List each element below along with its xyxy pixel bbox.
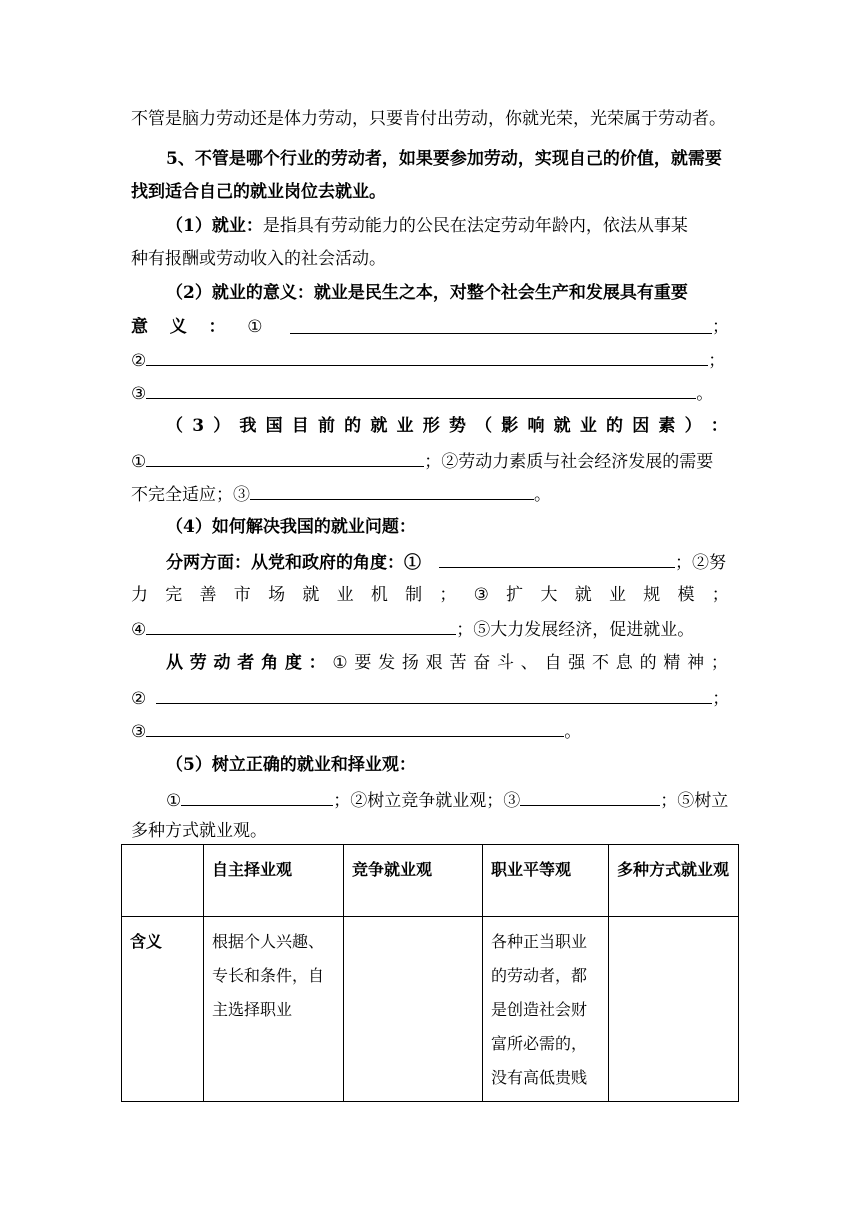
- employment-situation-heading: [166, 415, 728, 437]
- fill-blank[interactable]: [146, 719, 564, 737]
- text-char: 模: [677, 585, 695, 605]
- point-5-heading: 5、不管是哪个行业的劳动者，如果要参加劳动，实现自己的价值，就需要: [166, 149, 722, 169]
- fill-blank[interactable]: [146, 348, 708, 366]
- period: 。: [534, 485, 551, 505]
- heading-char: 国: [265, 416, 283, 436]
- fill-blank[interactable]: [250, 482, 534, 500]
- text-char: 就: [302, 585, 320, 605]
- heading-char: ）: [684, 416, 702, 436]
- text-char: 者: [237, 653, 255, 673]
- fill-blank[interactable]: [146, 381, 696, 399]
- correct-view-heading: （5）树立正确的就业和择业观：: [166, 755, 416, 775]
- circled-4: ④: [131, 620, 147, 640]
- lead-char: ①: [247, 317, 263, 337]
- correct-view-line-2: 多种方式就业观。: [131, 821, 267, 841]
- heading-char: 的: [344, 416, 362, 436]
- significance-blank-3-line: [131, 381, 713, 403]
- text-char: 大: [540, 585, 558, 605]
- text-char: 市: [233, 585, 251, 605]
- heading-char: 影: [501, 416, 519, 436]
- heading-char: 前: [317, 416, 335, 436]
- text-char: 机: [370, 585, 388, 605]
- text-char: 力: [131, 585, 148, 605]
- text-char: ；: [439, 585, 457, 605]
- government-angle-line-2: [131, 584, 729, 606]
- lead-char: 义: [169, 317, 187, 337]
- text-char: 动: [213, 653, 231, 673]
- heading-char: 势: [448, 416, 466, 436]
- multiple-view-item: ；⑤树立: [660, 791, 729, 811]
- circled-2: ②: [131, 351, 147, 371]
- government-item-2: ；②努: [675, 553, 726, 573]
- heading-char: 业: [579, 416, 597, 436]
- employment-definition: [166, 215, 688, 237]
- table-row-label: 含义: [122, 917, 204, 1102]
- employment-views-table: [121, 844, 739, 1102]
- table-cell: [609, 917, 739, 1102]
- situation-line-1: [131, 449, 713, 471]
- text-char: ③: [473, 585, 489, 605]
- heading-char: （: [166, 416, 183, 436]
- fill-blank[interactable]: [520, 788, 660, 806]
- government-angle-line-3: [131, 617, 694, 639]
- heading-char: （: [475, 416, 493, 436]
- heading-char: 业: [396, 416, 414, 436]
- heading-char: 3: [192, 416, 205, 436]
- table-cell: [344, 917, 483, 1102]
- table-cell: 根据个人兴趣、专长和条件，自主选择职业: [204, 917, 344, 1102]
- text-char: ；: [711, 585, 729, 605]
- government-item-5: ；⑤大力发展经济，促进就业。: [456, 620, 695, 640]
- heading-char: 我: [239, 416, 257, 436]
- text-char: 度: [284, 653, 302, 673]
- heading-char: ：: [710, 416, 728, 436]
- heading-char: 素: [658, 416, 676, 436]
- semicolon: ；: [712, 689, 730, 709]
- employment-label: （1）就业：: [166, 216, 263, 236]
- heading-char: 形: [422, 416, 440, 436]
- worker-angle-line: [166, 652, 728, 674]
- semicolon: ；: [712, 317, 729, 337]
- text-char: 从: [166, 653, 183, 673]
- lead-char: ：: [208, 317, 226, 337]
- lead-char: 意: [131, 317, 148, 337]
- circled-3: ③: [131, 722, 147, 742]
- text-char: 不: [592, 653, 610, 673]
- fill-blank[interactable]: [290, 316, 712, 334]
- text-char: 强: [568, 653, 586, 673]
- text-char: 自: [544, 653, 562, 673]
- fill-blank[interactable]: [146, 617, 456, 635]
- text-char: 息: [615, 653, 633, 673]
- paragraph-labor-honor: 不管是脑力劳动还是体力劳动，只要肯付出劳动，你就光荣，光荣属于劳动者。: [131, 109, 726, 129]
- text-char: 业: [336, 585, 354, 605]
- situation-factor-2-cont: 不完全适应；③: [131, 485, 250, 505]
- text-char: 扬: [401, 653, 419, 673]
- circled-3: ③: [131, 384, 147, 404]
- text-char: 苦: [449, 653, 467, 673]
- fill-blank[interactable]: [439, 550, 675, 568]
- government-angle-line: [166, 550, 726, 572]
- circled-1: ①: [131, 452, 147, 472]
- table-header-row: [122, 845, 739, 917]
- period: 。: [564, 722, 582, 742]
- text-char: 精: [663, 653, 681, 673]
- text-char: 神: [687, 653, 705, 673]
- text-char: 扩: [506, 585, 524, 605]
- fill-blank[interactable]: [156, 686, 712, 704]
- text-char: ；: [710, 653, 728, 673]
- text-char: 发: [378, 653, 396, 673]
- text-char: 规: [643, 585, 661, 605]
- correct-view-line: [166, 788, 728, 810]
- text-char: ：: [308, 653, 326, 673]
- text-char: 就: [574, 585, 592, 605]
- text-char: 、: [520, 653, 538, 673]
- circled-1: ①: [166, 791, 182, 811]
- worker-blank-3-line: [131, 719, 581, 741]
- text-char: 业: [608, 585, 626, 605]
- heading-char: 目: [291, 416, 309, 436]
- semicolon: ；: [708, 351, 726, 371]
- situation-line-2: [131, 482, 551, 504]
- table-row: [122, 917, 739, 1102]
- employment-definition-text: 是指具有劳动能力的公民在法定劳动年龄内，依法从事某: [262, 216, 688, 236]
- worker-blank-2-line: [131, 686, 729, 708]
- text-char: 完: [165, 585, 183, 605]
- table-cell: 各种正当职业的劳动者，都是创造社会财富所必需的，没有高低贵贱: [483, 917, 609, 1102]
- text-char: 的: [639, 653, 657, 673]
- heading-char: 就: [553, 416, 571, 436]
- heading-char: 就: [370, 416, 388, 436]
- text-char: 奋: [473, 653, 491, 673]
- fill-blank[interactable]: [181, 788, 333, 806]
- text-char: 要: [354, 653, 372, 673]
- situation-factor-2: ；②劳动力素质与社会经济发展的需要: [424, 452, 714, 472]
- significance-blank-2-line: [131, 348, 725, 370]
- competitive-view-item: ；②树立竞争就业观；③: [333, 791, 521, 811]
- period: 。: [696, 384, 714, 404]
- text-char: 善: [199, 585, 217, 605]
- text-char: ①: [332, 653, 348, 673]
- table-header-cell: [122, 845, 204, 917]
- heading-char: 响: [527, 416, 545, 436]
- table-header-cell: 竞争就业观: [344, 845, 483, 917]
- table-header-cell: 职业平等观: [483, 845, 609, 917]
- text-char: 艰: [425, 653, 443, 673]
- fill-blank[interactable]: [146, 449, 424, 467]
- government-angle-label: 分两方面：从党和政府的角度：①: [166, 553, 421, 573]
- heading-char: 的: [606, 416, 624, 436]
- significance-blank-1-line: [131, 316, 729, 338]
- solve-employment-heading: （4）如何解决我国的就业问题：: [166, 517, 416, 537]
- employment-significance-heading: （2）就业的意义：就业是民生之本，对整个社会生产和发展具有重要: [166, 283, 688, 303]
- circled-2: ②: [131, 689, 147, 709]
- point-5-heading-cont: 找到适合自己的就业岗位去就业。: [131, 182, 386, 202]
- heading-char: 因: [632, 416, 650, 436]
- table-header-cell: 多种方式就业观: [609, 845, 739, 917]
- table-header-cell: 自主择业观: [204, 845, 344, 917]
- text-char: 斗: [496, 653, 514, 673]
- text-char: 场: [268, 585, 286, 605]
- text-char: 角: [261, 653, 279, 673]
- heading-char: ）: [213, 416, 231, 436]
- text-char: 制: [405, 585, 423, 605]
- employment-definition-cont: 种有报酬或劳动收入的社会活动。: [131, 249, 386, 269]
- text-char: 劳: [189, 653, 207, 673]
